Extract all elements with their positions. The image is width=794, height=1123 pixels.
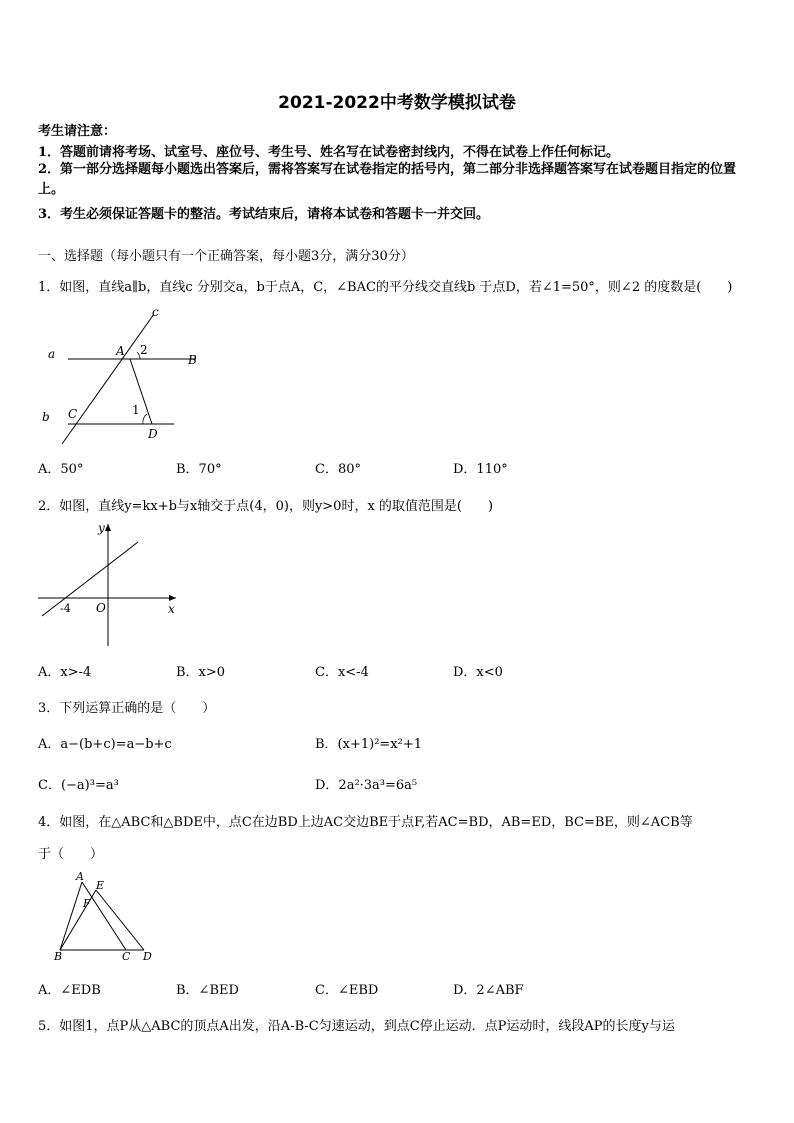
- label-A: A: [116, 344, 125, 358]
- q3-option-d[interactable]: D．2a²·3a³=6a⁵: [315, 778, 418, 793]
- q2-option-a[interactable]: A．x>-4: [38, 665, 92, 680]
- label-D: D: [143, 950, 152, 963]
- question-2-figure: [36, 518, 186, 650]
- q1-option-d[interactable]: D．110°: [453, 462, 508, 477]
- q4-option-b[interactable]: B．∠BED: [176, 983, 239, 998]
- label-minus-four: -4: [60, 602, 71, 615]
- notice-item-1: 1．答题前请将考场、试室号、座位号、考生号、姓名写在试卷密封线内，不得在试卷上作任何标记。: [38, 145, 620, 160]
- label-angle-1: 1: [132, 403, 140, 417]
- q1-option-a[interactable]: A．50°: [38, 462, 84, 477]
- side-ab: [60, 882, 82, 950]
- y-axis-arrow: [105, 524, 111, 531]
- q4-option-d[interactable]: D．2∠ABF: [453, 983, 524, 998]
- label-B: B: [188, 353, 197, 367]
- label-C: C: [68, 407, 78, 421]
- q4-option-a[interactable]: A．∠EDB: [38, 983, 101, 998]
- label-y-axis: y: [98, 521, 105, 535]
- page-title: 2021-2022中考数学模拟试卷: [278, 93, 516, 113]
- label-angle-2: 2: [140, 343, 148, 357]
- notice-item-2: 2．第一部分选择题每小题选出答案后，需将答案写在试卷指定的括号内，第二部分非选择题答案写在试卷题目指定的位置上。: [38, 162, 737, 197]
- q2-option-d[interactable]: D．x<0: [453, 665, 503, 680]
- q3-option-c[interactable]: C．(−a)³=a³: [38, 778, 119, 793]
- q3-option-b[interactable]: B．(x+1)²=x²+1: [315, 737, 423, 752]
- x-axis-arrow: [169, 595, 176, 601]
- side-ac: [82, 882, 126, 950]
- notice-heading: 考生请注意：: [38, 124, 117, 139]
- label-F: F: [83, 897, 91, 910]
- question-3-stem: 3．下列运算正确的是（ ）: [38, 701, 216, 716]
- label-C: C: [122, 950, 131, 963]
- question-1-stem: 1．如图，直线a∥b，直线c 分别交a，b于点A，C，∠BAC的平分线交直线b 于点D，若∠1=50°，则∠2 的度数是( ): [38, 280, 733, 295]
- label-a: a: [48, 347, 56, 361]
- q2-option-c[interactable]: C．x<-4: [315, 665, 369, 680]
- label-x-axis: x: [168, 602, 175, 616]
- notice-item-3: 3．考生必须保证答题卡的整洁。考试结束后，请将本试卷和答题卡一并交回。: [38, 207, 490, 222]
- label-B: B: [54, 950, 63, 963]
- question-1-figure: [36, 302, 206, 447]
- label-c: c: [152, 305, 159, 319]
- graph-line: [42, 542, 138, 616]
- label-b: b: [42, 410, 50, 424]
- q2-option-b[interactable]: B．x>0: [176, 665, 226, 680]
- label-origin: O: [96, 601, 106, 615]
- question-2-stem: 2．如图，直线y=kx+b与x轴交于点(4，0)，则y>0时，x 的取值范围是( ): [38, 499, 494, 514]
- q4-option-c[interactable]: C．∠EBD: [315, 983, 379, 998]
- label-D: D: [148, 427, 158, 441]
- q3-option-a[interactable]: A．a−(b+c)=a−b+c: [38, 737, 172, 752]
- question-4-stem-line1: 4．如图，在△ABC和△BDE中，点C在边BD上边AC交边BE于点F,若AC=BD，AB=ED，BC=BE，则∠ACB等: [38, 815, 693, 830]
- section-heading: 一、选择题（每小题只有一个正确答案，每小题3分，满分30分）: [38, 249, 414, 264]
- label-A: A: [76, 870, 84, 883]
- angle-1-arc: [143, 414, 147, 424]
- label-E: E: [96, 879, 105, 892]
- question-4-stem-line2: 于（ ）: [38, 847, 104, 862]
- q1-option-b[interactable]: B．70°: [176, 462, 222, 477]
- q1-option-c[interactable]: C．80°: [315, 462, 361, 477]
- question-5-stem: 5．如图1，点P从△ABC的顶点A出发，沿A-B-C匀速运动，到点C停止运动．点P运动时，线段AP的长度y与运: [38, 1019, 675, 1034]
- question-4-figure: [50, 868, 160, 964]
